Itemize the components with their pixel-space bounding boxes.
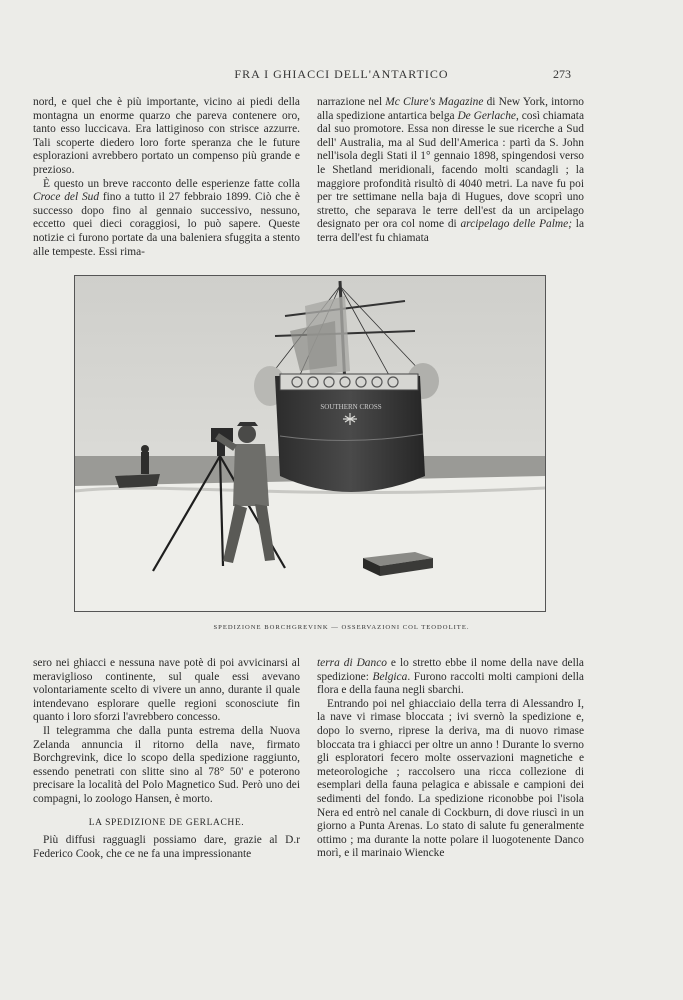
photo-caption: SPEDIZIONE BORCHGREVINK — OSSERVAZIONI COL TEODOLITE. bbox=[213, 624, 470, 631]
running-header: FRA I GHIACCI DELL'ANTARTICO bbox=[234, 67, 449, 81]
column-top-left bbox=[33, 96, 300, 259]
paragraph: terra di Danco e lo stretto ebbe il nome della nave della spedizione: Belgica. Furono raccolti molti campioni della flora e della fauna negli sbarchi. bbox=[317, 657, 584, 697]
page-number: 273 bbox=[553, 67, 571, 81]
column-top-right bbox=[317, 96, 584, 246]
ship-name-text: SOUTHERN CROSS bbox=[320, 403, 382, 411]
column-bottom-left bbox=[33, 657, 300, 861]
paragraph: È questo un breve racconto delle esperienze fatte colla Croce del Sud fino a tutto il 27 febbraio 1899. Ciò che è successo dopo fino al gennaio successivo, nessuno, eccetto quei dieci coraggiosi, lo può sapere. Queste notizie ci furono portate da una baleniera sfuggita a stento alle tempeste. Essi rima- bbox=[33, 177, 300, 258]
column-bottom-right bbox=[317, 657, 584, 861]
paragraph: sero nei ghiacci e nessuna nave potè di poi avvicinarsi al meraviglioso continente, sul quale essi avevano volontariamente scelto di vivere un anno, durante il quale intendevano esplorare quelle regioni sconosciute fin quanto i loro sforzi l'avrebbero concesso. bbox=[33, 657, 300, 724]
paragraph: Più diffusi ragguagli possiamo dare, grazie al D.r Federico Cook, che ce ne fa una impressionante bbox=[33, 834, 300, 860]
section-heading: LA SPEDIZIONE DE GERLACHE. bbox=[88, 817, 245, 828]
paragraph: nord, e quel che è più importante, vicino ai piedi della montagna un enorme quarzo che pareva contenere oro, tanto esso luccicava. Era lattiginoso con strisce azzurre. Tali scoperte diedero loro forte speranza che le future esplorazioni avrebbero portato un compenso più grande e prezioso. bbox=[33, 96, 300, 176]
paragraph: Entrando poi nel ghiacciaio della terra di Alessandro I, la nave vi rimase bloccata ; ivi svernò la spedizione e, dopo lo sverno, riprese la deriva, ma di nuovo rimase bloccata tra i ghiacci per oltre un anno ! Durante lo sverno gli esploratori fecero molte osservazioni magnetiche e meteorologiche ; raccolsero una ricca collezione di esemplari della fauna pelagica e abissale e campioni dei sedimenti del fondo. La spedizione riconobbe poi l'isola Nera ed entrò nel canale di Cockburn, di dove riuscì in un giorno a Punta Arenas. Lo stato di salute fu generalmente ottimo ; ma durante la notte polare il luogotenente Danco morì, e il marinaio Wiencke bbox=[317, 697, 584, 860]
expedition-photo bbox=[74, 275, 546, 612]
paragraph: Il telegramma che dalla punta estrema della Nuova Zelanda annuncia il ritorno della nave, firmato Borchgrevink, dice lo scopo della spedizione raggiunto, essendo penetrati con slitte sino al 78° 50' e poterono precisare la località del Polo Magnetico Sud. Però uno dei compagni, lo zoologo Hansen, è morto. bbox=[33, 724, 300, 805]
paragraph: narrazione nel Mc Clure's Magazine di New York, intorno alla spedizione antartica belga De Gerlache, così chiamata dal suo promotore. Essa non diresse le sue ricerche a Sud dell' Australia, ma al Sud dell'America : partì da S. John nell'isola degli Stati il 1° gennaio 1898, spingendosi verso le Shetland meridionali, facendo molti scandagli ; la maggiore profondità risultò di 4040 metri. La nave fu poi per tre settimane nella baja di Hugues, dove scoprì uno stretto, che separava le terre dell'est da un arcipelago designato per ora col nome di arcipelago delle Palme; la terra dell'est fu chiamata bbox=[317, 96, 585, 244]
